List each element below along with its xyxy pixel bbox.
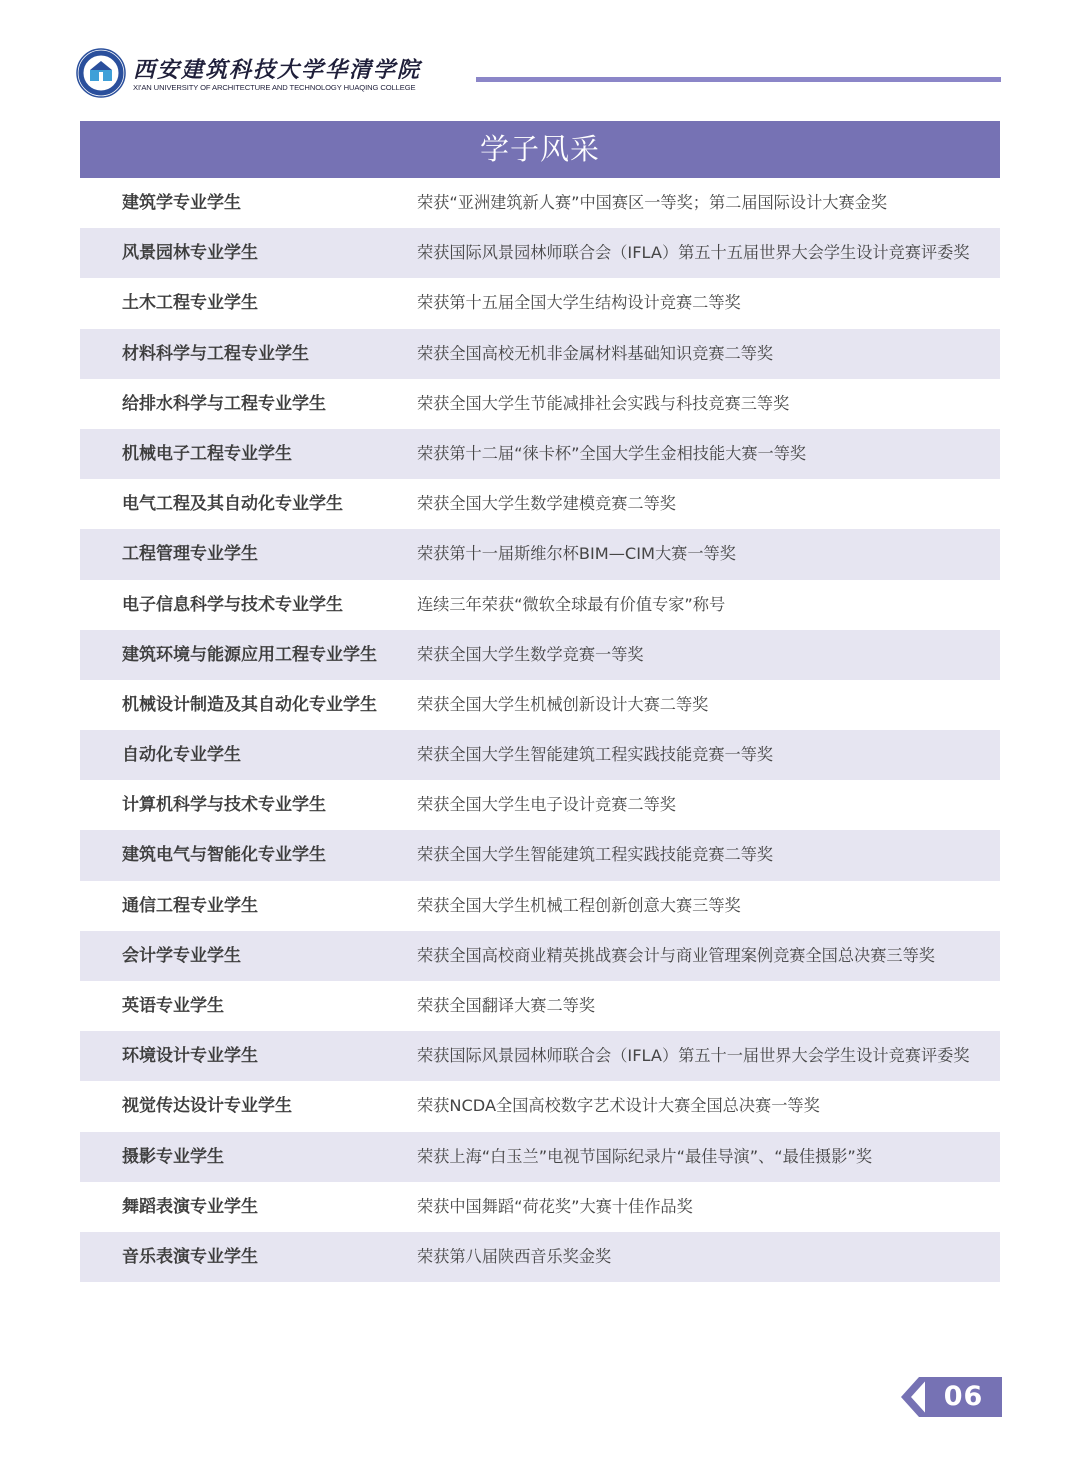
table-row	[80, 680, 1000, 730]
major-name: 计算机科学与技术专业学生	[122, 795, 326, 816]
awards-table	[80, 178, 1000, 1282]
table-row	[80, 529, 1000, 579]
award-text: 荣获NCDA全国高校数字艺术设计大赛全国总决赛一等奖	[417, 1096, 820, 1116]
major-name: 自动化专业学生	[122, 745, 241, 766]
award-text: 荣获全国大学生数学竞赛一等奖	[417, 644, 644, 664]
major-name: 电气工程及其自动化专业学生	[122, 494, 343, 515]
section-title: 学子风采	[80, 121, 1000, 178]
award-text: 荣获全国大学生机械工程创新创意大赛三等奖	[417, 895, 741, 915]
table-row	[80, 178, 1000, 228]
table-row	[80, 379, 1000, 429]
table-row	[80, 479, 1000, 529]
table-row	[80, 830, 1000, 880]
school-name-cn: 西安建筑科技大学华清学院	[133, 57, 422, 83]
table-row	[80, 1232, 1000, 1282]
school-emblem-icon	[76, 48, 126, 98]
major-name: 会计学专业学生	[122, 945, 241, 966]
major-name: 建筑环境与能源应用工程专业学生	[122, 644, 377, 665]
major-name: 音乐表演专业学生	[122, 1246, 258, 1267]
table-row	[80, 1081, 1000, 1131]
page-number-badge	[897, 1377, 1002, 1417]
table-row	[80, 981, 1000, 1031]
major-name: 工程管理专业学生	[122, 544, 258, 565]
table-row	[80, 580, 1000, 630]
table-row	[80, 1182, 1000, 1232]
major-name: 建筑电气与智能化专业学生	[122, 845, 326, 866]
major-name: 风景园林专业学生	[122, 243, 258, 264]
award-text: 荣获上海“白玉兰”电视节国际纪录片“最佳导演”、“最佳摄影”奖	[417, 1146, 873, 1166]
award-text: 荣获全国大学生机械创新设计大赛二等奖	[417, 694, 709, 714]
table-row	[80, 1132, 1000, 1182]
award-text: 荣获第十二届“徕卡杯”全国大学生金相技能大赛一等奖	[417, 443, 807, 463]
award-text: 连续三年荣获“微软全球最有价值专家”称号	[417, 594, 726, 614]
table-row	[80, 1031, 1000, 1081]
award-text: 荣获全国大学生节能减排社会实践与科技竞赛三等奖	[417, 393, 790, 413]
table-row	[80, 931, 1000, 981]
page-number: 06	[943, 1381, 984, 1412]
award-text: 荣获第十一届斯维尔杯BIM—CIM大赛一等奖	[417, 544, 736, 564]
award-text: 荣获国际风景园林师联合会（IFLA）第五十五届世界大会学生设计竞赛评委奖	[417, 243, 970, 263]
award-text: 荣获国际风景园林师联合会（IFLA）第五十一届世界大会学生设计竞赛评委奖	[417, 1046, 970, 1066]
table-row	[80, 780, 1000, 830]
table-row	[80, 329, 1000, 379]
award-text: 荣获全国高校商业精英挑战赛会计与商业管理案例竞赛全国总决赛三等奖	[417, 945, 935, 965]
award-text: 荣获“亚洲建筑新人赛”中国赛区一等奖；第二届国际设计大赛金奖	[417, 193, 888, 212]
major-name: 给排水科学与工程专业学生	[122, 393, 326, 414]
award-text: 荣获全国大学生数学建模竞赛二等奖	[417, 494, 676, 514]
major-name: 机械电子工程专业学生	[122, 443, 292, 464]
major-name: 视觉传达设计专业学生	[122, 1096, 292, 1117]
major-name: 摄影专业学生	[122, 1146, 224, 1167]
award-text: 荣获全国大学生智能建筑工程实践技能竞赛一等奖	[417, 745, 774, 765]
school-name-en: XI'AN UNIVERSITY OF ARCHITECTURE AND TECHNOLOGY HUAQING COLLEGE	[133, 83, 416, 92]
award-text: 荣获第十五届全国大学生结构设计竞赛二等奖	[417, 293, 741, 313]
table-row	[80, 228, 1000, 278]
header-divider	[476, 77, 1001, 82]
table-row	[80, 429, 1000, 479]
award-text: 荣获全国大学生智能建筑工程实践技能竞赛二等奖	[417, 845, 774, 865]
major-name: 环境设计专业学生	[122, 1046, 258, 1067]
award-text: 荣获全国大学生电子设计竞赛二等奖	[417, 795, 676, 815]
award-text: 荣获全国高校无机非金属材料基础知识竞赛二等奖	[417, 343, 774, 363]
major-name: 电子信息科学与技术专业学生	[122, 594, 343, 615]
major-name: 通信工程专业学生	[122, 895, 258, 916]
award-text: 荣获全国翻译大赛二等奖	[417, 996, 596, 1015]
major-name: 舞蹈表演专业学生	[122, 1196, 258, 1217]
table-row	[80, 881, 1000, 931]
major-name: 英语专业学生	[122, 996, 224, 1016]
table-row	[80, 278, 1000, 328]
major-name: 土木工程专业学生	[122, 293, 258, 314]
table-row	[80, 630, 1000, 680]
major-name: 材料科学与工程专业学生	[122, 343, 309, 364]
page-header	[76, 44, 1000, 104]
award-text: 荣获第八届陕西音乐奖金奖	[417, 1246, 612, 1266]
major-name: 机械设计制造及其自动化专业学生	[122, 694, 377, 715]
award-text: 荣获中国舞蹈“荷花奖”大赛十佳作品奖	[417, 1196, 693, 1216]
table-row	[80, 730, 1000, 780]
major-name: 建筑学专业学生	[122, 193, 241, 213]
